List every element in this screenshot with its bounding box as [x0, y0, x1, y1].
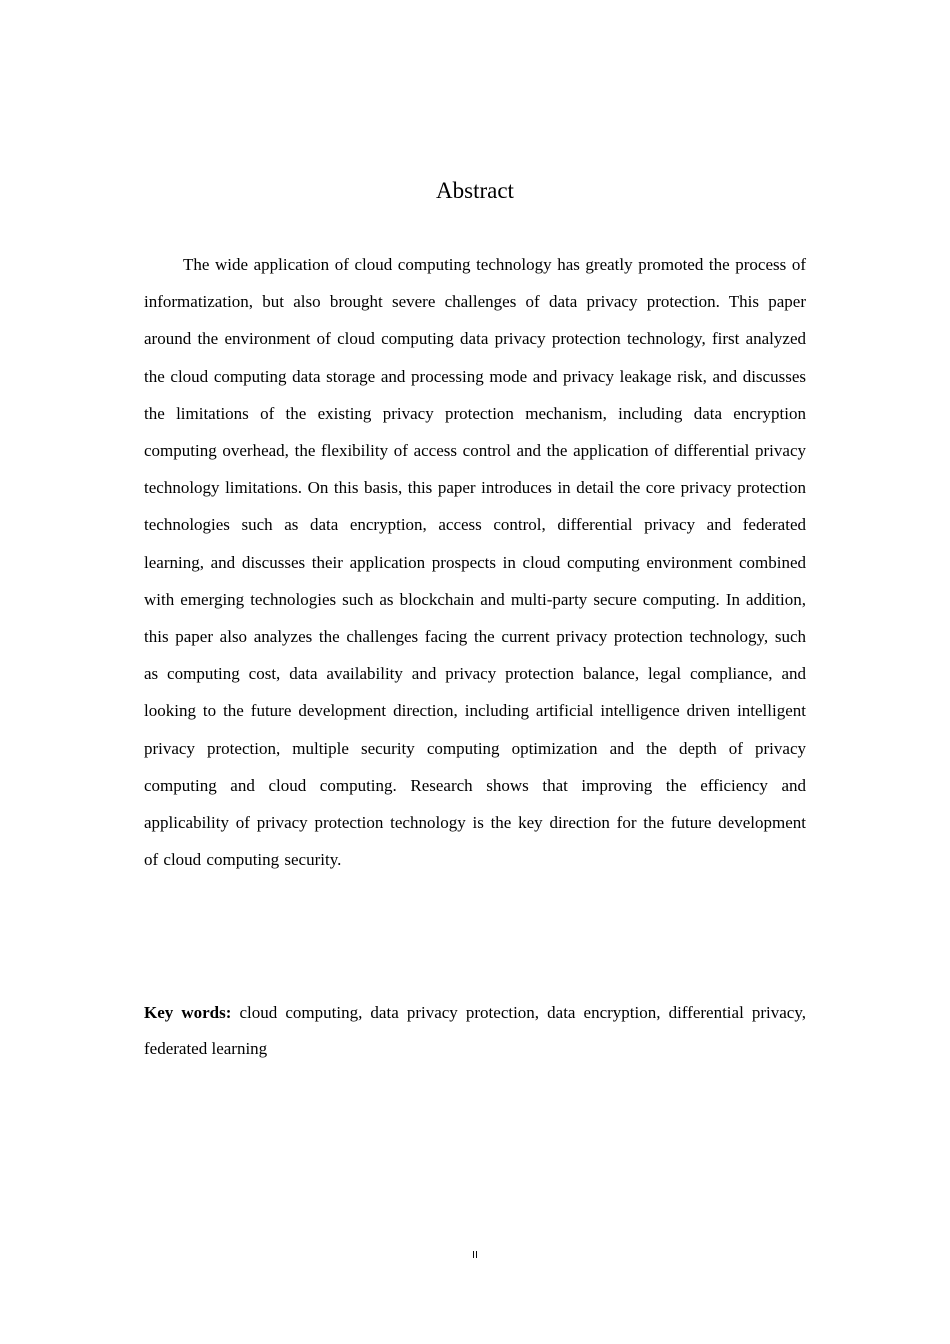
- keywords-text: cloud computing, data privacy protection, data encryption, differential privacy, federated learning: [144, 1003, 806, 1058]
- keywords-label: Key words:: [144, 1003, 232, 1022]
- abstract-body: The wide application of cloud computing technology has greatly promoted the process of informatization, but also brought severe challenges of data privacy protection. This paper around the environment of cloud computing data privacy protection technology, first analyzed the cloud computing data storage and processing mode and privacy leakage risk, and discusses the limitations of the existing privacy protection mechanism, including data encryption computing overhead, the flexibility of access control and the application of differential privacy technology limitations. On this basis, this paper introduces in detail the core privacy protection technologies such as data encryption, access control, differential privacy and federated learning, and discusses their application prospects in cloud computing environment combined with emerging technologies such as blockchain and multi-party secure computing. In addition, this paper also analyzes the challenges facing the current privacy protection technology, such as computing cost, data availability and privacy protection balance, legal compliance, and looking to the future development direction, including artificial intelligence driven intelligent privacy protection, multiple security computing optimization and the depth of privacy computing and cloud computing. Research shows that improving the efficiency and applicability of privacy protection technology is the key direction for the future development of cloud computing security.: [144, 255, 806, 870]
- keywords-paragraph: [144, 995, 806, 1067]
- page-title: Abstract: [436, 178, 514, 203]
- page-number: II: [472, 1250, 478, 1261]
